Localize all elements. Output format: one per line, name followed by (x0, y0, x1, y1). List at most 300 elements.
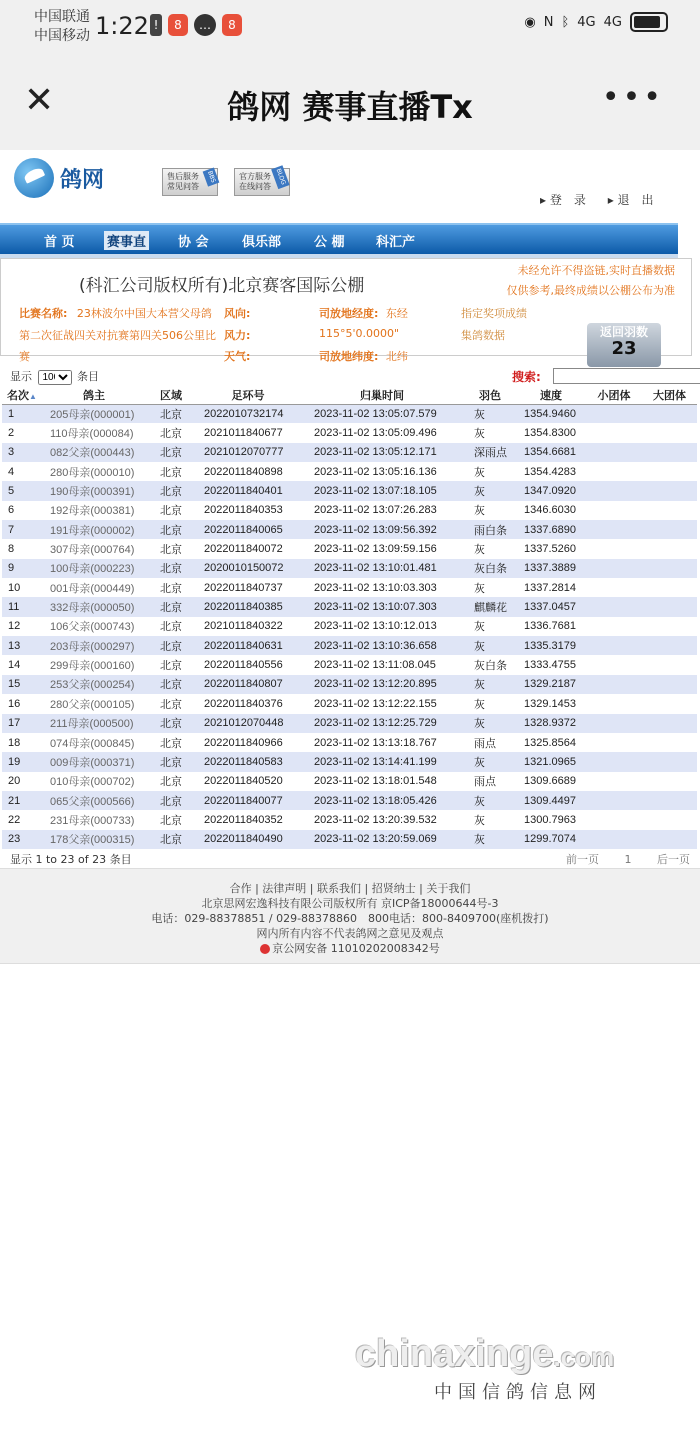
cell-small-group (586, 714, 642, 733)
cell-owner: 178父亲(000315) (42, 830, 146, 849)
cell-big-group (642, 636, 697, 655)
footer-police[interactable] (0, 941, 700, 956)
cell-small-group (586, 597, 642, 616)
menu-loft[interactable]: 公 棚 (314, 235, 345, 250)
cell-region: 北京 (146, 539, 196, 558)
cell-owner: 307母亲(000764) (42, 539, 146, 558)
cell-speed: 1321.0965 (516, 752, 586, 771)
cell-color: 灰 (464, 481, 516, 500)
official-service-button[interactable] (234, 168, 290, 196)
cell-speed: 1329.1453 (516, 694, 586, 713)
cell-speed: 1337.6890 (516, 520, 586, 539)
logout-link[interactable]: ▸ 退 出 (607, 193, 654, 207)
cell-small-group (586, 481, 642, 500)
cell-region: 北京 (146, 675, 196, 694)
cell-big-group (642, 423, 697, 442)
race-title: (科汇公司版权所有)北京赛客国际公棚 (79, 276, 365, 296)
cell-ring: 2022011840352 (196, 810, 300, 829)
cell-ring: 2022011840807 (196, 675, 300, 694)
table-row[interactable] (2, 714, 697, 733)
cell-arrival: 2023-11-02 13:14:41.199 (300, 752, 464, 771)
footer-company: 北京思网宏逸科技有限公司版权所有 京ICP备18000644号-3 (201, 897, 499, 910)
cell-speed: 1354.9460 (516, 404, 586, 423)
cell-owner: 192母亲(000381) (42, 501, 146, 520)
prev-page-button[interactable]: 前一页 (566, 853, 599, 866)
cell-rank: 9 (2, 559, 42, 578)
watermark-dotcom: .com (553, 1342, 615, 1372)
cell-ring: 2022011840631 (196, 636, 300, 655)
cell-color: 灰 (464, 404, 516, 423)
cell-big-group (642, 481, 697, 500)
cell-rank: 19 (2, 752, 42, 771)
cell-speed: 1329.2187 (516, 675, 586, 694)
cell-owner: 009母亲(000371) (42, 752, 146, 771)
signal-icon: 4G (603, 14, 622, 30)
table-row[interactable] (2, 443, 697, 462)
carrier-2: 中国移动 (34, 28, 90, 44)
menu-live[interactable]: 赛事直 (104, 231, 149, 250)
cell-rank: 16 (2, 694, 42, 713)
site-logo[interactable] (14, 158, 104, 198)
cell-ring: 2022011840898 (196, 462, 300, 481)
search-input[interactable] (553, 368, 700, 384)
cell-big-group (642, 597, 697, 616)
cell-speed: 1328.9372 (516, 714, 586, 733)
cell-arrival: 2023-11-02 13:09:59.156 (300, 539, 464, 558)
wind-force: 风力: (224, 329, 251, 342)
cell-color: 雨点 (464, 733, 516, 752)
cell-small-group (586, 636, 642, 655)
footer-disclaimer: 网内所有内容不代表鸽网之意见及观点 (256, 927, 444, 940)
cell-small-group (586, 559, 642, 578)
police-badge-icon (260, 944, 270, 954)
cell-speed: 1335.3179 (516, 636, 586, 655)
cell-speed: 1325.8564 (516, 733, 586, 752)
table-controls (10, 368, 698, 388)
badge-line: 常见问答 (167, 182, 199, 191)
table-row[interactable] (2, 752, 697, 771)
table-row[interactable] (2, 481, 697, 500)
cell-color: 雨白条 (464, 520, 516, 539)
table-row[interactable] (2, 559, 697, 578)
table-row[interactable] (2, 404, 697, 423)
cell-region: 北京 (146, 772, 196, 791)
wind-dir: 风向: (224, 307, 251, 320)
cell-rank: 13 (2, 636, 42, 655)
next-page-button[interactable]: 后一页 (657, 853, 690, 866)
cell-ring: 2022011840353 (196, 501, 300, 520)
table-row[interactable] (2, 655, 697, 674)
cell-arrival: 2023-11-02 13:12:20.895 (300, 675, 464, 694)
table-row[interactable] (2, 539, 697, 558)
cell-ring: 2022010732174 (196, 404, 300, 423)
cell-rank: 10 (2, 578, 42, 597)
cell-big-group (642, 694, 697, 713)
cell-small-group (586, 733, 642, 752)
cell-big-group (642, 675, 697, 694)
cell-owner: 010母亲(000702) (42, 772, 146, 791)
cell-small-group (586, 772, 642, 791)
cell-arrival: 2023-11-02 13:13:18.767 (300, 733, 464, 752)
cell-big-group (642, 830, 697, 849)
table-row[interactable] (2, 791, 697, 810)
badge-line: 售后服务 (167, 172, 199, 181)
col-owner[interactable]: 鸽主 (42, 386, 146, 404)
sort-asc-icon: ▲ (29, 391, 37, 401)
table-row[interactable] (2, 501, 697, 520)
cell-big-group (642, 791, 697, 810)
cell-small-group (586, 675, 642, 694)
cell-region: 北京 (146, 404, 196, 423)
cell-speed: 1300.7963 (516, 810, 586, 829)
footer-links[interactable]: 合作 | 法律声明 | 联系我们 | 招贤纳士 | 关于我们 (229, 882, 471, 895)
cell-owner: 299母亲(000160) (42, 655, 146, 674)
col-color[interactable]: 羽色 (464, 386, 516, 404)
cell-arrival: 2023-11-02 13:10:36.658 (300, 636, 464, 655)
cell-ring: 2022011840556 (196, 655, 300, 674)
cell-big-group (642, 404, 697, 423)
chat-icon: … (194, 14, 216, 36)
cell-color: 深雨点 (464, 443, 516, 462)
police-text: 京公网安备 11010202008342号 (272, 942, 440, 955)
cell-rank: 14 (2, 655, 42, 674)
cell-ring: 2022011840966 (196, 733, 300, 752)
cell-color: 灰白条 (464, 655, 516, 674)
cell-big-group (642, 501, 697, 520)
cell-ring: 2022011840065 (196, 520, 300, 539)
cell-big-group (642, 752, 697, 771)
cell-ring: 2022011840376 (196, 694, 300, 713)
logo-text: 鸽网 (60, 167, 105, 193)
cell-color: 灰 (464, 501, 516, 520)
cell-region: 北京 (146, 423, 196, 442)
cell-speed: 1354.6681 (516, 443, 586, 462)
cell-color: 灰白条 (464, 559, 516, 578)
cell-arrival: 2023-11-02 13:12:22.155 (300, 694, 464, 713)
pigeon-logo-icon (14, 158, 54, 198)
cell-color: 灰 (464, 539, 516, 558)
blog-tag: BLOG (272, 165, 290, 188)
cell-small-group (586, 443, 642, 462)
cell-arrival: 2023-11-02 13:20:39.532 (300, 810, 464, 829)
notice-line: 仅供参考,最终成绩以公棚公布为准 (506, 284, 675, 297)
login-link[interactable]: ▸ 登 录 (540, 193, 586, 207)
table-row[interactable] (2, 617, 697, 636)
cell-rank: 17 (2, 714, 42, 733)
cell-region: 北京 (146, 559, 196, 578)
cell-owner: 203母亲(000297) (42, 636, 146, 655)
race-info-panel (0, 258, 692, 363)
table-row[interactable] (2, 733, 697, 752)
cell-ring: 2022011840077 (196, 791, 300, 810)
cell-ring: 2022011840072 (196, 539, 300, 558)
cell-big-group (642, 733, 697, 752)
cell-rank: 20 (2, 772, 42, 791)
cell-region: 北京 (146, 597, 196, 616)
col-big-group[interactable]: 大团体 (642, 386, 697, 404)
table-row[interactable] (2, 462, 697, 481)
cell-small-group (586, 617, 642, 636)
cell-color: 灰 (464, 830, 516, 849)
cell-big-group (642, 714, 697, 733)
cell-speed: 1337.2814 (516, 578, 586, 597)
cell-small-group (586, 810, 642, 829)
cell-small-group (586, 404, 642, 423)
cell-region: 北京 (146, 481, 196, 500)
cell-speed: 1346.6030 (516, 501, 586, 520)
cell-big-group (642, 559, 697, 578)
cell-ring: 2022011840520 (196, 772, 300, 791)
logout-label: 退 出 (617, 193, 654, 207)
table-row[interactable] (2, 694, 697, 713)
cell-rank: 23 (2, 830, 42, 849)
cell-owner: 280母亲(000010) (42, 462, 146, 481)
cell-rank: 6 (2, 501, 42, 520)
cell-arrival: 2023-11-02 13:05:09.496 (300, 423, 464, 442)
cell-arrival: 2023-11-02 13:12:25.729 (300, 714, 464, 733)
account-links (540, 192, 654, 208)
cell-arrival: 2023-11-02 13:10:07.303 (300, 597, 464, 616)
race-name-cont: 赛 (19, 350, 30, 363)
return-label: 返回羽数 (599, 325, 648, 339)
cell-ring: 2022011840583 (196, 752, 300, 771)
col-region[interactable]: 区域 (146, 386, 196, 404)
race-name-cont: 第二次征战四关对抗赛第四关506公里比 (19, 329, 216, 342)
cell-rank: 21 (2, 791, 42, 810)
cell-small-group (586, 655, 642, 674)
watermark-logo (355, 1333, 614, 1376)
cell-owner: 100母亲(000223) (42, 559, 146, 578)
cell-ring: 2022011840737 (196, 578, 300, 597)
cell-color: 灰 (464, 791, 516, 810)
lon-label: 司放地经度: (319, 307, 379, 320)
more-options-icon[interactable]: ••• (601, 80, 664, 115)
cell-region: 北京 (146, 830, 196, 849)
site-header (0, 150, 700, 222)
table-row[interactable] (2, 772, 697, 791)
cell-region: 北京 (146, 810, 196, 829)
cell-ring: 2021012070777 (196, 443, 300, 462)
cell-owner: 253父亲(000254) (42, 675, 146, 694)
cell-big-group (642, 655, 697, 674)
lon-value: 东经 (385, 307, 408, 320)
col-small-group[interactable]: 小团体 (586, 386, 642, 404)
cell-region: 北京 (146, 791, 196, 810)
cell-owner: 191母亲(000002) (42, 520, 146, 539)
cell-small-group (586, 752, 642, 771)
cell-speed: 1354.8300 (516, 423, 586, 442)
cell-owner: 001母亲(000449) (42, 578, 146, 597)
table-row[interactable] (2, 578, 697, 597)
cell-region: 北京 (146, 636, 196, 655)
carrier-info (34, 8, 90, 46)
cell-region: 北京 (146, 443, 196, 462)
cell-big-group (642, 520, 697, 539)
cell-region: 北京 (146, 714, 196, 733)
cell-arrival: 2023-11-02 13:05:07.579 (300, 404, 464, 423)
cell-rank: 4 (2, 462, 42, 481)
col-label: 名次 (7, 389, 30, 402)
table-header-row (2, 386, 697, 404)
col-ring[interactable]: 足环号 (196, 386, 300, 404)
cell-color: 灰 (464, 617, 516, 636)
app-notification-icon: 8 (222, 14, 242, 36)
cell-arrival: 2023-11-02 13:10:12.013 (300, 617, 464, 636)
cell-ring: 2021011840322 (196, 617, 300, 636)
lon-value-cont: 115°5'0.0000" (319, 327, 400, 340)
cell-big-group (642, 810, 697, 829)
notice-line: 未经允许不得盗链,实时直播数据 (517, 264, 675, 277)
wind-force-label (224, 327, 250, 343)
weather-label (224, 348, 250, 364)
site-footer (0, 868, 700, 964)
race-name (19, 305, 212, 321)
cell-small-group (586, 423, 642, 442)
cell-speed: 1299.7074 (516, 830, 586, 849)
cell-color: 灰 (464, 636, 516, 655)
race-name-label: 比赛名称: (19, 307, 68, 320)
page-number[interactable]: 1 (624, 853, 632, 866)
cell-rank: 8 (2, 539, 42, 558)
login-label: 登 录 (549, 193, 586, 207)
badge-line: 在线问答 (239, 182, 271, 191)
menu-club[interactable]: 俱乐部 (242, 235, 282, 250)
table-row[interactable] (2, 810, 697, 829)
menu-kehui[interactable]: 科汇产 (376, 235, 416, 250)
page-size-select[interactable] (38, 370, 72, 385)
cell-speed: 1309.6689 (516, 772, 586, 791)
cell-region: 北京 (146, 578, 196, 597)
wind-direction-label (224, 305, 250, 321)
show-label: 显示 (10, 370, 32, 383)
cell-region: 北京 (146, 520, 196, 539)
cell-big-group (642, 578, 697, 597)
cell-region: 北京 (146, 462, 196, 481)
cell-small-group (586, 539, 642, 558)
cell-color: 灰 (464, 675, 516, 694)
cell-rank: 12 (2, 617, 42, 636)
cell-speed: 1309.4497 (516, 791, 586, 810)
weather: 天气: (224, 350, 251, 363)
cell-small-group (586, 578, 642, 597)
cell-big-group (642, 462, 697, 481)
menu-home[interactable]: 首 页 (44, 235, 75, 250)
cell-region: 北京 (146, 501, 196, 520)
bbs-tag: BBS (203, 167, 220, 186)
cell-ring: 2021011840677 (196, 423, 300, 442)
race-name-value: 23林波尔中国大本营父母鸽 (76, 307, 212, 320)
cell-ring: 2022011840490 (196, 830, 300, 849)
main-menu (0, 223, 678, 254)
search-label: 搜索: (512, 370, 541, 384)
app-navbar (0, 52, 700, 150)
cell-color: 麒麟花 (464, 597, 516, 616)
close-icon[interactable]: ✕ (24, 80, 55, 121)
results-table (2, 386, 697, 849)
cell-big-group (642, 617, 697, 636)
table-footer (10, 851, 690, 867)
lat-value: 北纬 (385, 350, 408, 363)
notification-icons (150, 14, 242, 36)
cell-small-group (586, 462, 642, 481)
cell-small-group (586, 501, 642, 520)
cell-rank: 11 (2, 597, 42, 616)
cell-owner: 205母亲(000001) (42, 404, 146, 423)
return-count-button[interactable] (587, 323, 661, 367)
cell-region: 北京 (146, 733, 196, 752)
table-row[interactable] (2, 597, 697, 616)
table-row[interactable] (2, 423, 697, 442)
eye-icon: ◉ (524, 14, 536, 30)
col-arrival[interactable]: 归巢时间 (300, 386, 464, 404)
cell-owner: 332母亲(000050) (42, 597, 146, 616)
cell-rank: 2 (2, 423, 42, 442)
cell-color: 灰 (464, 423, 516, 442)
lat-label: 司放地纬度: (319, 350, 379, 363)
table-row[interactable] (2, 830, 697, 849)
carrier-1: 中国联通 (34, 9, 90, 25)
cell-arrival: 2023-11-02 13:10:03.303 (300, 578, 464, 597)
return-count: 23 (611, 338, 637, 359)
release-latitude (319, 348, 408, 364)
cell-color: 灰 (464, 752, 516, 771)
cell-speed: 1354.4283 (516, 462, 586, 481)
cell-ring: 2021012070448 (196, 714, 300, 733)
cell-color: 灰 (464, 810, 516, 829)
cell-color: 灰 (464, 578, 516, 597)
cell-color: 灰 (464, 714, 516, 733)
cell-owner: 065父亲(000566) (42, 791, 146, 810)
after-sales-faq-button[interactable] (162, 168, 218, 196)
badge-line: 官方服务 (239, 172, 271, 181)
awards-link[interactable]: 指定奖项成绩 (461, 307, 527, 320)
table-info: 显示 1 to 23 of 23 条目 (10, 853, 132, 866)
table-row[interactable] (2, 520, 697, 539)
signal-icon: 4G (577, 14, 596, 30)
system-icons (524, 12, 668, 32)
cell-region: 北京 (146, 655, 196, 674)
cell-small-group (586, 791, 642, 810)
cell-owner: 074母亲(000845) (42, 733, 146, 752)
cell-arrival: 2023-11-02 13:05:12.171 (300, 443, 464, 462)
table-row[interactable] (2, 675, 697, 694)
cell-arrival: 2023-11-02 13:07:18.105 (300, 481, 464, 500)
alert-icon: ! (150, 14, 162, 36)
cell-speed: 1337.0457 (516, 597, 586, 616)
cell-small-group (586, 830, 642, 849)
cell-region: 北京 (146, 617, 196, 636)
bluetooth-icon: ᛒ (561, 14, 570, 30)
cell-arrival: 2023-11-02 13:18:01.548 (300, 772, 464, 791)
cell-arrival: 2023-11-02 13:18:05.426 (300, 791, 464, 810)
unit-label: 条目 (77, 370, 99, 383)
table-row[interactable] (2, 636, 697, 655)
collection-data-link[interactable]: 集鸽数据 (461, 329, 505, 342)
nfc-icon: N (543, 14, 554, 30)
menu-association[interactable]: 协 会 (178, 235, 209, 250)
col-speed[interactable]: 速度 (516, 386, 586, 404)
cell-rank: 5 (2, 481, 42, 500)
cell-region: 北京 (146, 752, 196, 771)
status-bar (0, 0, 700, 52)
col-rank[interactable] (2, 386, 42, 404)
cell-owner: 211母亲(000500) (42, 714, 146, 733)
cell-big-group (642, 443, 697, 462)
pagination (544, 851, 690, 867)
cell-arrival: 2023-11-02 13:07:26.283 (300, 501, 464, 520)
cell-speed: 1337.3889 (516, 559, 586, 578)
cell-rank: 15 (2, 675, 42, 694)
